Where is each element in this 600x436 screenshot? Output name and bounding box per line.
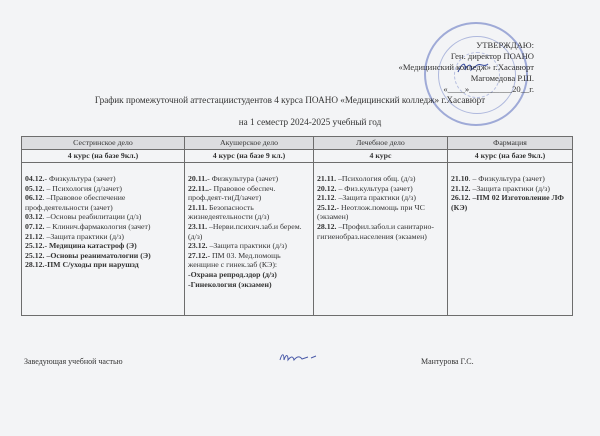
schedule-entry [317,203,444,222]
entry-text: –Нерви.психич.заб.и берем. (д/з) [188,221,302,241]
approval-block [399,40,534,95]
schedule-entry [188,174,310,184]
course-label: 4 курс (на базе 9кл.) [448,150,573,163]
schedule-entry [25,193,181,212]
schedule-entry [188,222,310,241]
schedule-table [21,136,573,316]
column-header: Акушерское дело [185,137,314,150]
schedule-entry [188,203,310,222]
document-title: График промежуточной аттестациистудентов 4 курса ПОАНО «Медицинский колледж» г.Хасавюрт [94,95,486,105]
approval-organization: «Медицинский колледж» г.Хасавюрт [398,62,534,72]
entry-date: 25.12. [317,202,337,212]
entry-date: 04.12. [25,174,45,183]
entry-text: –Психология общ. (д/з) [336,174,416,183]
entries-cell [314,163,448,316]
schedule-entry [317,184,444,194]
entry-text: - ПМ 03. Мед.помощь женщине с гинек.заб (КЭ): [188,250,281,270]
schedule-entry [25,251,181,261]
schedule-entry [188,241,310,251]
approval-date: «____»__________20__г. [443,84,534,94]
entry-text: –Профил.забол.и санитарно-гигиенобраз.населения (экзамен) [317,221,434,241]
course-label: 4 курс (на базе 9 кл.) [185,150,314,163]
entry-text: –Защита практики (д/з) [207,241,287,251]
schedule-entry [188,251,310,270]
entry-date: 21.12 [317,193,335,203]
entry-date: 25.12. [25,241,45,251]
schedule-entry [317,222,444,241]
entry-date: 07.12. [25,221,45,231]
course-label: 4 курс [314,150,448,163]
entry-date: 27.12. [188,250,208,260]
approval-name: Магомедова Р.Ш. [470,73,534,83]
entry-date: 23.11. [188,221,208,231]
entry-date: 21.11. [188,202,208,212]
entry-text: –ПМ 02 Изготовление ЛФ (КЭ) [451,193,564,212]
entry-date: 21.11. [317,174,337,183]
schedule-entry [451,174,569,184]
head-signature [278,350,318,364]
entry-date: 05.12. [25,183,45,193]
entry-text: –Защита практики (д/з) [470,183,550,193]
document-subtitle: на 1 семестр 2024-2025 учебный год [238,117,382,127]
entry-date: 03.12 [25,212,43,222]
schedule-entry [25,174,181,184]
schedule-entry [188,280,310,290]
entry-text: – Психология (д/зачет) [44,183,122,193]
approval-position: Ген. директор ПОАНО [450,51,534,61]
entry-text: – Физ.культура (зачет) [336,183,413,193]
entry-text: . –Защита практики (д/з) [334,193,416,203]
entry-date: 26.12. [451,193,471,203]
entry-date: 20.11. [188,174,208,183]
course-label: 4 курс (на базе 9кл.) [22,150,185,163]
entry-text: . –Основы реабилитации (д/з) [42,212,142,222]
entry-text: –Основы реаниматологии (Э) [44,250,151,260]
entry-date: 25.12. [25,250,45,260]
entry-text: -ПМ С/уходы при нарушзд [44,260,139,270]
schedule-entry [188,184,310,203]
schedule-entry [188,270,310,280]
entry-text: - Медицина катастроф (Э) [44,241,137,251]
header-row [22,137,573,150]
entries-cell [22,163,185,316]
column-header: Сестринское дело [22,137,185,150]
entry-date: 23.12. [188,241,208,251]
course-row [22,150,573,163]
column-header: Фармация [448,137,573,150]
entry-date: 21.12 [25,231,43,241]
entry-text: Безопасность жизнедеятельности (д/з) [188,202,270,222]
entries-cell [448,163,573,316]
schedule-entry [451,193,569,212]
approval-heading: УТВЕРЖДАЮ: [476,40,534,50]
entry-date: 21.12. [451,183,471,193]
entry-text: . – Физкультура (зачет) [468,174,545,183]
entry-date: 21.10 [451,174,469,183]
schedule-entry [25,212,181,222]
schedule-entry [25,260,181,270]
schedule-entry [25,232,181,242]
entry-text: . –Защита практики (д/з) [42,231,124,241]
entry-text: -Охрана репрод.здор (д/з) [188,269,277,279]
entry-text: – Клинич.фармакология (зачет) [44,221,151,231]
entry-text: . –Правовое обеспечение проф.деятельности (зачет) [25,193,126,212]
schedule-entry [25,241,181,251]
entry-text: - Физкультура (зачет) [207,174,279,183]
footer-name: Мантурова Г.С. [421,357,474,366]
entries-cell [185,163,314,316]
entry-date: 06.12 [25,193,43,203]
entries-row [22,163,573,316]
schedule-entry [25,222,181,232]
entry-text: - Неотлож.помощь при ЧС (экзамен) [317,202,425,222]
entry-text: - Физкультура (зачет) [44,174,116,183]
entry-date: 20.12. [317,183,337,193]
entry-date: 28.12. [25,260,45,270]
entry-date: 28.12. [317,221,337,231]
column-header: Лечебное дело [314,137,448,150]
schedule-entry [317,193,444,203]
entry-text: - Правовое обеспеч. проф.деят-ти(Д/зачет) [188,183,276,203]
footer-position: Заведующая учебной частью [24,357,123,366]
schedule-entry [451,184,569,194]
entry-text: -Гинекология (экзамен) [188,279,272,289]
schedule-entry [25,184,181,194]
entry-date: 22.11.. [188,183,210,193]
schedule-entry [317,174,444,184]
